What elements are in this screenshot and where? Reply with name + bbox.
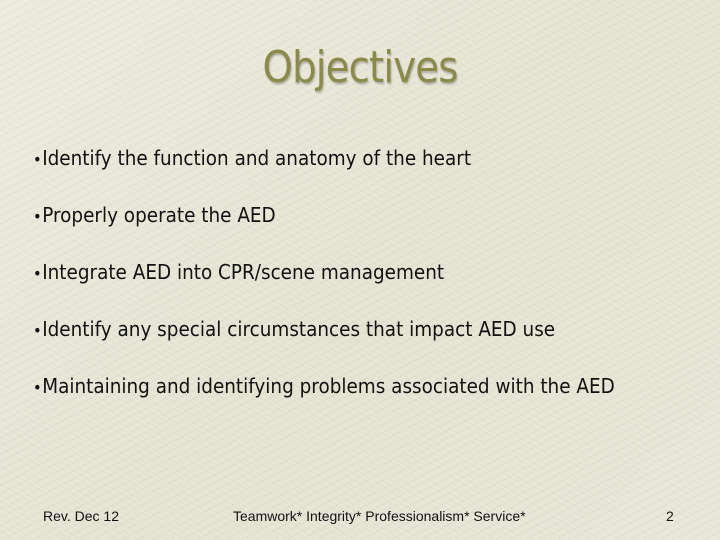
bullet-item (33, 367, 659, 405)
bullet-marker: • (33, 150, 42, 169)
bullet-item (33, 253, 659, 291)
footer-page-number: 2 (666, 508, 674, 524)
bullet-text: Identify the function and anatomy of the heart (42, 146, 472, 170)
bullet-marker: • (33, 378, 42, 397)
bullet-text: Integrate AED into CPR/scene management (42, 260, 445, 284)
bullet-text: Properly operate the AED (42, 203, 276, 227)
footer-revision: Rev. Dec 12 (43, 508, 119, 524)
bullet-item (33, 139, 659, 177)
bullet-text: Identify any special circumstances that impact AED use (42, 317, 556, 341)
bullet-item (33, 310, 659, 348)
bullet-marker: • (33, 264, 42, 283)
slide-title: Objectives (262, 42, 458, 93)
bullet-list (33, 139, 713, 424)
bullet-text: Maintaining and identifying problems associated with the AED (42, 374, 615, 398)
footer-motto: Teamwork* Integrity* Professionalism* Service* (233, 508, 526, 524)
bullet-item (33, 196, 659, 234)
bullet-marker: • (33, 321, 42, 340)
bullet-marker: • (33, 207, 42, 226)
